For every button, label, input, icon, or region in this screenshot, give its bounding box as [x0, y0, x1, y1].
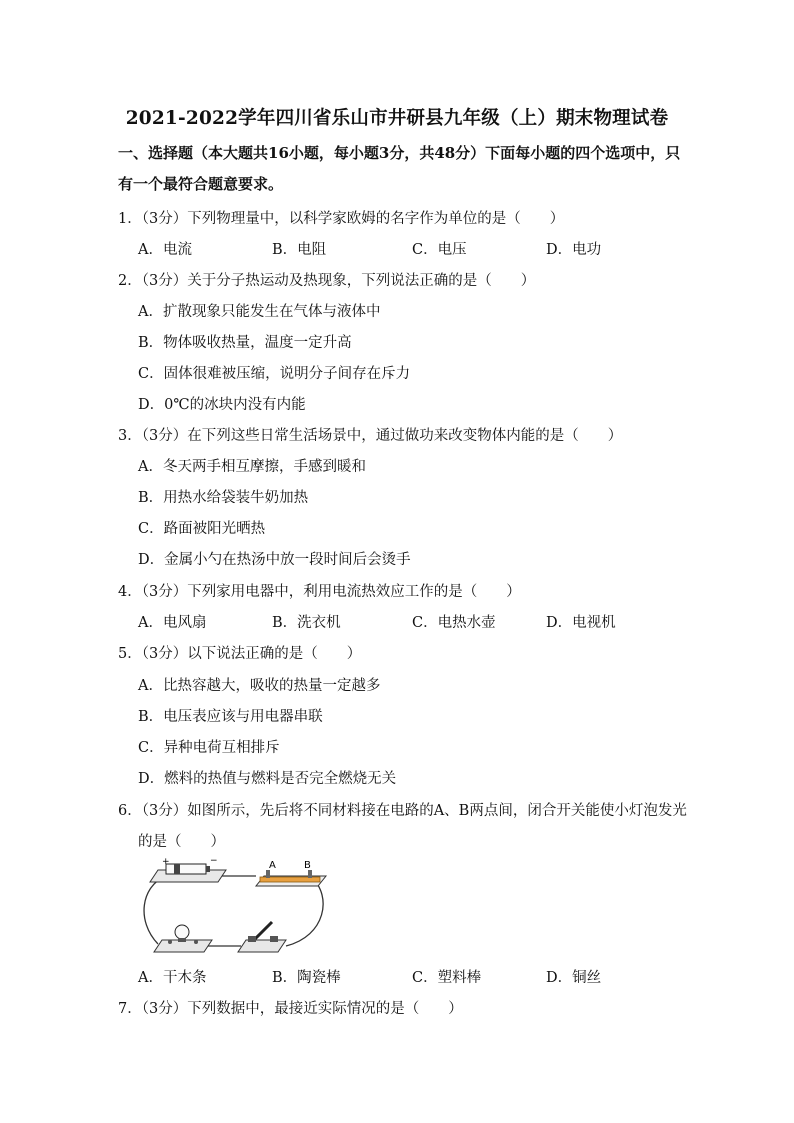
question-5-option-d: D．燃料的热值与燃料是否完全燃烧无关	[138, 771, 397, 787]
question-4-stem: 4．（3分）下列家用电器中，利用电流热效应工作的是（ ）	[118, 584, 521, 600]
question-4-option-a: A．电风扇	[138, 615, 207, 631]
question-6-stem: 6．（3分）如图所示，先后将不同材料接在电路的A、B两点间，闭合开关能使小灯泡发光	[118, 803, 687, 819]
question-3-stem: 3．（3分）在下列这些日常生活场景中，通过做功来改变物体内能的是（ ）	[118, 428, 623, 444]
switch-board	[238, 940, 286, 952]
question-5-option-b: B．电压表应该与用电器串联	[138, 709, 323, 725]
question-6-option-d: D．铜丝	[546, 970, 602, 986]
question-3-option-c: C．路面被阳光晒热	[138, 521, 266, 537]
question-1-option-a: A．电流	[138, 242, 192, 258]
question-5-stem: 5．（3分）以下说法正确的是（ ）	[118, 646, 362, 662]
question-2-option-c: C．固体很难被压缩，说明分子间存在斥力	[138, 366, 411, 382]
question-2-option-b: B．物体吸收热量，温度一定升高	[138, 335, 352, 351]
question-3-option-b: B．用热水给袋装牛奶加热	[138, 490, 309, 506]
question-3-option-d: D．金属小勺在热汤中放一段时间后会烫手	[138, 552, 411, 568]
page-title: 2021-2022学年四川省乐山市井研县九年级（上）期末物理试卷	[125, 108, 669, 129]
question-3-option-a: A．冬天两手相互摩擦，手感到暖和	[138, 459, 366, 475]
question-5-option-a: A．比热容越大，吸收的热量一定越多	[138, 678, 381, 694]
question-5-option-c: C．异种电荷互相排斥	[138, 740, 280, 756]
battery-minus-label: −	[210, 856, 218, 866]
question-2-option-a: A．扩散现象只能发生在气体与液体中	[138, 304, 381, 320]
question-4-option-c: C．电热水壶	[412, 615, 496, 631]
battery-plus-label: +	[162, 857, 170, 867]
question-7-stem: 7．（3分）下列数据中，最接近实际情况的是（ ）	[118, 1001, 463, 1017]
switch-lever-icon	[254, 922, 272, 940]
question-6-stem-continued: 的是（ ）	[138, 834, 225, 850]
battery-icon	[166, 864, 206, 874]
question-4-option-b: B．洗衣机	[272, 615, 341, 631]
terminal-b-label: B	[304, 860, 311, 871]
question-2-stem: 2．（3分）关于分子热运动及热现象，下列说法正确的是（ ）	[118, 273, 536, 289]
section-heading: 一、选择题（本大题共16小题，每小题3分，共48分）下面每小题的四个选项中，只有一个最符合题意要求。	[118, 144, 681, 193]
question-4-option-d: D．电视机	[546, 615, 616, 631]
circuit-diagram	[136, 856, 330, 960]
question-2-option-d: D．0℃的冰块内没有内能	[138, 397, 306, 413]
bulb-icon	[175, 925, 189, 939]
question-1-option-b: B．电阻	[272, 242, 327, 258]
terminal-a-label: A	[269, 860, 276, 871]
question-6-option-b: B．陶瓷棒	[272, 970, 341, 986]
question-1-stem: 1．（3分）下列物理量中，以科学家欧姆的名字作为单位的是（ ）	[118, 211, 565, 227]
question-1-option-d: D．电功	[546, 242, 602, 258]
question-6-option-c: C．塑料棒	[412, 970, 482, 986]
question-1-option-c: C．电压	[412, 242, 467, 258]
question-6-option-a: A．干木条	[138, 970, 207, 986]
